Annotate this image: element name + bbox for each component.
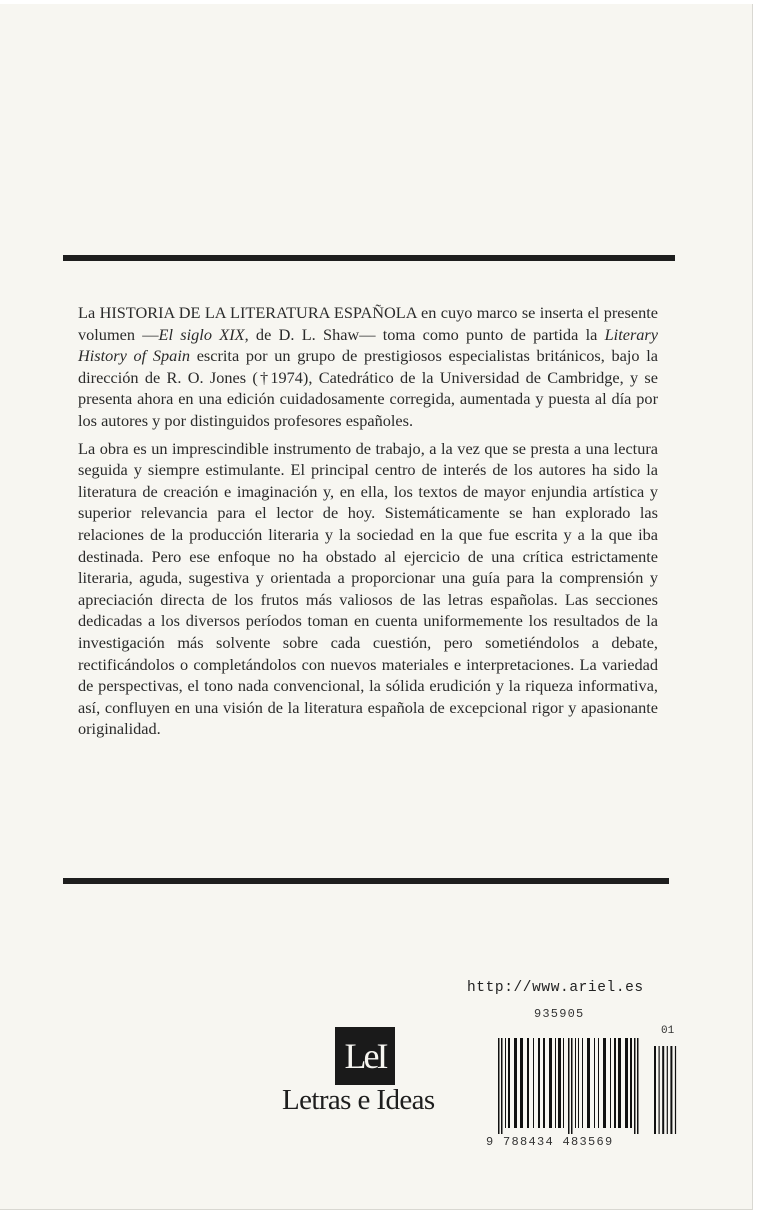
barcode-addon-bar [675,1046,676,1134]
barcode-bottom-number: 9 788434 483569 [486,1135,614,1149]
back-cover [0,4,753,1210]
website-url: http://www.ariel.es [467,980,644,996]
blurb-p1-title-literary-history: Literary History of Spain [78,324,658,366]
barcode-addon-bar [662,1046,664,1134]
barcode-bar [508,1038,510,1128]
blurb-text [78,302,658,746]
barcode-bar [614,1038,616,1128]
top-rule [63,255,675,261]
blurb-p1-part3: escrita por un grupo de prestigiosos especialistas británicos, bajo la dirección de R. O. Jones (†1974), Catedrático de la Universidad de Cambridge, y se presenta ahora en una edición cuidadosamente corregida, aumentada y puesta al día por los autores y por distinguidos profesores españoles. [78,346,658,430]
blurb-p1-part2: , de D. L. Shaw— toma como punto de partida la [244,324,605,344]
barcode-bar [543,1038,545,1128]
barcode-bar [630,1038,632,1128]
publisher-logo [335,1027,395,1085]
isbn-barcode [476,1007,682,1157]
barcode-bar [610,1038,611,1128]
barcode-bar [578,1038,579,1128]
barcode-bar [555,1038,556,1128]
barcode-bar [533,1038,534,1128]
barcode-addon-bar [654,1046,656,1134]
barcode-bar [520,1038,523,1128]
barcode-bar [514,1038,517,1128]
barcode-bar [634,1038,636,1134]
barcode-bar [505,1038,506,1128]
blurb-p1-part1: La HISTORIA DE LA LITERATURA ESPAÑOLA en cuyo marco se inserta el presente volumen — [78,303,658,344]
barcode-bar [618,1038,621,1128]
blurb-p1-title-el-siglo: El siglo XIX [158,324,245,344]
barcode-bar [625,1038,628,1128]
barcode-bar [527,1038,529,1128]
bottom-rule [63,878,669,884]
barcode-bar [582,1038,583,1128]
barcode-bar [498,1038,500,1134]
publisher-logo-mark: LeI [344,1036,386,1076]
barcode-bar [501,1038,503,1134]
barcode-bar [538,1038,540,1128]
barcode-addon-number: 01 [661,1025,675,1037]
barcode-bar [575,1038,576,1128]
barcode-addon-bar [659,1046,660,1134]
barcode-bar [558,1038,561,1128]
blurb-paragraph-1 [78,302,658,432]
barcode-bar [568,1038,570,1134]
barcode-bar [594,1038,595,1128]
barcode-bar [603,1038,606,1128]
barcode-addon-bar [670,1046,672,1134]
barcode-bar [587,1038,590,1128]
publisher-name: Letras e Ideas [282,1084,435,1116]
blurb-paragraph-2: La obra es un imprescindible instrumento de trabajo, a la vez que se presta a una lectura seguida y siempre estimulante. El principal centro de interés de los autores ha sido la literatura de creación e imaginación y, en ella, los textos de mayor enjundia artística y superior relevancia para el lector de hoy. Sistemáticamente se han explorado las relaciones de la producción literaria y la sociedad en la que fue escrita y a la que iba destinada. Pero ese enfoque no ha obstado al ejercicio de una crítica estrictamente literaria, aguda, sugestiva y orientada a proporcionar una guía para la comprensión y apreciación directa de los frutos más valiosos de las letras españolas. Las secciones dedicadas a los diversos períodos toman en cuenta uniformemente los resultados de la investigación más solvente sobre cada cuestión, pero sometiéndolos a debate, rectificándolos o completándolos con nuevos materiales e interpretaciones. La variedad de perspectivas, el tono nada convencional, la sólida erudición y la riqueza informativa, así, confluyen en una visión de la literatura española de excepcional rigor y apasionante originalidad. [78,438,658,739]
barcode-bars [476,1038,682,1136]
barcode-bar [571,1038,573,1134]
barcode-top-number: 935905 [534,1007,585,1021]
barcode-bar [563,1038,564,1128]
barcode-bar [637,1038,639,1134]
barcode-bar [549,1038,552,1128]
barcode-addon-bar [667,1046,668,1134]
barcode-bar [598,1038,599,1128]
